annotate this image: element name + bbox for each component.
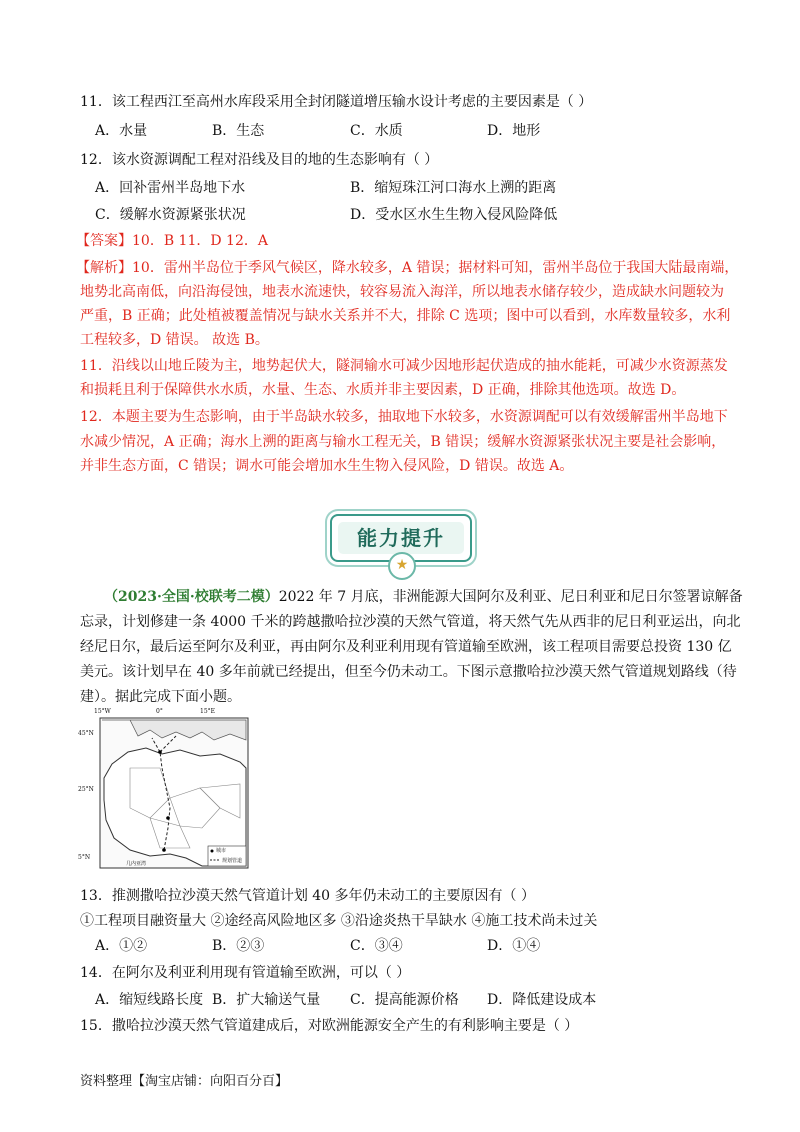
map-lon-e: 15°E xyxy=(200,708,216,715)
q11-option-a: A．水量 xyxy=(95,123,148,139)
analysis-line-7: 12．本题主要为生态影响，由于半岛缺水较多，抽取地下水较多，水资源调配可以有效缓解雷州半岛地下 xyxy=(80,409,728,425)
q11-option-c: C．水质 xyxy=(350,123,403,139)
q13-option-b: B．②③ xyxy=(212,938,265,954)
analysis-line-5: 11．沿线以山地丘陵为主，地势起伏大，隧洞输水可减少因地形起伏造成的抽水能耗，可减少水资源蒸发 xyxy=(80,358,728,374)
page-footer: 资料整理【淘宝店铺：向阳百分百】 xyxy=(80,1074,289,1089)
q15-stem: 15．撒哈拉沙漠天然气管道建成后，对欧洲能源安全产生的有利影响主要是（ ） xyxy=(80,1018,579,1034)
analysis-line-2: 地势北高南低，向沿海侵蚀，地表水流速快，较容易流入海洋，所以地表水储存较少，造成缺水问题较为 xyxy=(80,284,724,300)
passage-line-2: 忘录，计划修建一条 4000 千米的跨越撒哈拉沙漠的天然气管道，将天然气先从西非的尼日利亚运出，向北 xyxy=(80,614,741,630)
answer-line: 【答案】10．B 11．D 12．A xyxy=(76,233,268,249)
q14-option-c: C．提高能源价格 xyxy=(350,992,459,1008)
map-gulf-label: 几内亚湾 xyxy=(126,861,147,867)
q14-option-d: D．降低建设成本 xyxy=(487,992,597,1008)
passage-line-4: 美元。该计划早在 40 多年前就已经提出，但至今仍未动工。下图示意撒哈拉沙漠天然气管道规划路线（待 xyxy=(80,664,737,680)
section-title: 能力提升 xyxy=(338,522,464,554)
q12-option-d: D．受水区水生生物入侵风险降低 xyxy=(350,207,558,223)
q12-option-a: A．回补雷州半岛地下水 xyxy=(95,180,246,196)
star-icon: ★ xyxy=(388,552,416,580)
analysis-line-8: 水减少情况，A 正确；海水上溯的距离与输水工程无关，B 错误；缓解水资源紧张状况主要是社会影响， xyxy=(80,434,726,450)
passage-intro: 2022 年 7 月底，非洲能源大国阿尔及利亚、尼日利亚和尼日尔签署谅解备 xyxy=(278,589,743,605)
q12-stem: 12．该水资源调配工程对沿线及目的地的生态影响有（ ） xyxy=(80,152,439,168)
q12-option-c: C．缓解水资源紧张状况 xyxy=(95,207,246,223)
q11-option-b: B．生态 xyxy=(212,123,265,139)
passage-line-5: 建）。据此完成下面小题。 xyxy=(80,689,241,705)
q11-stem: 11．该工程西江至高州水库段采用全封闭隧道增压输水设计考虑的主要因素是（ ） xyxy=(80,94,593,110)
passage-source: （2023·全国·校联考二模） xyxy=(104,589,279,605)
map-graphic xyxy=(90,708,250,870)
passage-line-3: 经尼日尔，最后运至阿尔及利亚，再由阿尔及利亚利用现有管道输至欧洲，该工程项目需要总投资 130 亿 xyxy=(80,639,732,655)
map-lat-5: 5°N xyxy=(78,854,91,861)
q14-option-a: A．缩短线路长度 xyxy=(95,992,204,1008)
map-legend-city: 城市 xyxy=(216,848,227,854)
q14-stem: 14．在阿尔及利亚利用现有管道输至欧洲，可以（ ） xyxy=(80,965,411,981)
map-lat-25: 25°N xyxy=(78,786,94,793)
q13-option-d: D．①④ xyxy=(487,938,541,954)
q11-option-d: D．地形 xyxy=(487,123,541,139)
analysis-line-1: 【解析】10．雷州半岛位于季风气候区，降水较多，A 错误；据材料可知，雷州半岛位于我国大陆最南端， xyxy=(76,260,739,276)
q12-option-b: B．缩短珠江河口海水上溯的距离 xyxy=(350,180,557,196)
sahara-pipeline-map xyxy=(78,708,250,870)
analysis-line-9: 并非生态方面，C 错误；调水可能会增加水生生物入侵风险，D 错误。故选 A。 xyxy=(80,458,574,474)
map-lat-45: 45°N xyxy=(78,730,94,737)
analysis-line-6: 和损耗且利于保障供水水质，水量、生态、水质并非主要因素，D 正确，排除其他选项。故选 D。 xyxy=(80,382,686,398)
q13-stem: 13．推测撒哈拉沙漠天然气管道计划 40 多年仍未动工的主要原因有（ ） xyxy=(80,888,535,904)
map-lon-0: 0° xyxy=(156,708,163,715)
q13-option-a: A．①② xyxy=(95,938,148,954)
passage-line-1 xyxy=(104,587,743,607)
q13-statements: ①工程项目融资量大 ②途经高风险地区多 ③沿途炎热干旱缺水 ④施工技术尚未过关 xyxy=(80,913,598,929)
q13-option-c: C．③④ xyxy=(350,938,403,954)
map-lon-w: 15°W xyxy=(94,708,111,715)
analysis-line-3: 严重，B 正确；此处植被覆盖情况与缺水关系并不大，排除 C 选项；图中可以看到，水库数量较多，水利 xyxy=(80,308,731,324)
analysis-line-4: 工程较多，D 错误。 故选 B。 xyxy=(80,332,269,348)
map-legend-pipeline: 规划管道 xyxy=(222,858,243,864)
section-badge xyxy=(330,510,470,573)
q14-option-b: B．扩大输送气量 xyxy=(212,992,321,1008)
